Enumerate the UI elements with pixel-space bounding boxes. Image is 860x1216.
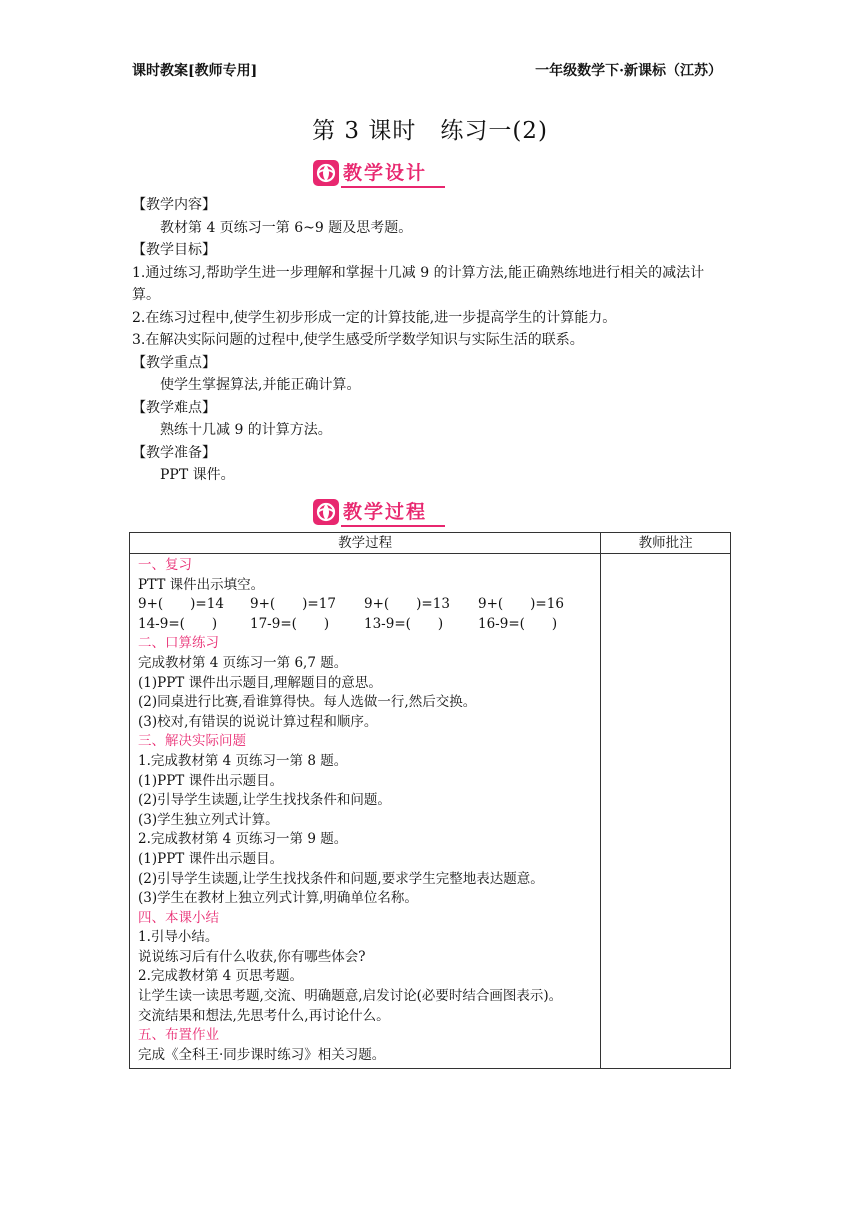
process-line: (3)学生独立列式计算。 [138,811,279,828]
goals-heading: 【教学目标】 [132,242,216,258]
content-text: 教材第 4 页练习一第 6~9 题及思考题。 [160,219,413,236]
lotus-logo-icon [313,499,339,525]
table-header-process: 教学过程 [130,533,601,554]
content-heading: 【教学内容】 [132,197,216,213]
process-line: (2)引导学生读题,让学生找找条件和问题。 [138,792,391,809]
prep-text: PPT 课件。 [160,467,235,483]
process-banner-label: 教学过程 [343,501,428,523]
lotus-logo-icon [313,160,339,186]
equation: 9+( )=14 [138,596,224,613]
process-cell [130,554,601,1069]
process-line: (1)PPT 课件出示题目。 [138,850,284,867]
header-right: 一年级数学下·新课标（江苏） [535,63,722,79]
process-line: (1)PPT 课件出示题目。 [138,772,284,789]
process-line: 2.完成教材第 4 页思考题。 [138,968,304,985]
process-line: (2)引导学生读题,让学生找找条件和问题,要求学生完整地表达题意。 [138,870,544,887]
process-line: (3)学生在教材上独立列式计算,明确单位名称。 [138,890,418,907]
difficulty-text: 熟练十几减 9 的计算方法。 [160,422,332,438]
process-line: 交流结果和想法,先思考什么,再讨论什么。 [138,1007,390,1024]
equation-row [138,615,593,635]
process-banner [313,499,445,527]
equation: 13-9=( ) [364,615,444,632]
design-banner-label: 教学设计 [343,162,428,184]
section-title: 四、本课小结 [138,909,219,926]
goal-item: 1.通过练习,帮助学生进一步理解和掌握十几减 9 的计算方法,能正确熟练地进行相关的减法计算。 [132,264,705,303]
equation: 9+( )=13 [364,596,450,613]
process-line: 2.完成教材第 4 页练习一第 9 题。 [138,831,348,848]
equation: 14-9=( ) [138,615,218,632]
process-line: 让学生读一读思考题,交流、明确题意,启发讨论(必要时结合画图表示)。 [138,988,563,1005]
prep-heading: 【教学准备】 [132,444,216,461]
key-text: 使学生掌握算法,并能正确计算。 [160,377,361,393]
process-banner-underline [341,525,445,527]
section-title: 一、复习 [138,557,192,573]
difficulty-heading: 【教学难点】 [132,399,216,416]
header-left: 课时教案[教师专用] [132,63,258,79]
process-line: 1.引导小结。 [138,929,219,946]
design-banner-underline [341,186,445,188]
lesson-title: 第 3 课时 练习一(2) [312,118,548,144]
goal-item: 2.在练习过程中,使学生初步形成一定的计算技能,进一步提高学生的计算能力。 [132,309,617,326]
process-line: (1)PPT 课件出示题目,理解题目的意思。 [138,674,382,691]
process-line: 完成《全科王·同步课时练习》相关习题。 [138,1046,386,1063]
goal-item: 3.在解决实际问题的过程中,使学生感受所学数学知识与实际生活的联系。 [132,332,584,348]
process-line: (2)同桌进行比赛,看谁算得快。每人选做一行,然后交换。 [138,694,477,711]
teacher-notes-cell [601,554,731,1069]
process-line: 1.完成教材第 4 页练习一第 8 题。 [138,752,348,769]
section-title: 五、布置作业 [138,1027,219,1044]
equation-row [138,595,593,615]
equation: 9+( )=17 [250,596,336,613]
section-title: 三、解决实际问题 [138,733,246,750]
process-line: PTT 课件出示填空。 [138,576,265,593]
equation: 16-9=( ) [478,615,558,632]
equation: 9+( )=16 [478,596,564,613]
process-line: 说说练习后有什么收获,你有哪些体会? [138,948,366,965]
process-line: (3)校对,有错误的说说计算过程和顺序。 [138,713,378,730]
design-banner [313,160,445,188]
equation: 17-9=( ) [250,615,330,632]
section-title: 二、口算练习 [138,635,219,652]
key-heading: 【教学重点】 [132,354,216,371]
table-header-notes: 教师批注 [601,533,731,554]
process-table [129,532,731,1069]
design-content [132,194,732,487]
process-line: 完成教材第 4 页练习一第 6,7 题。 [138,654,348,671]
